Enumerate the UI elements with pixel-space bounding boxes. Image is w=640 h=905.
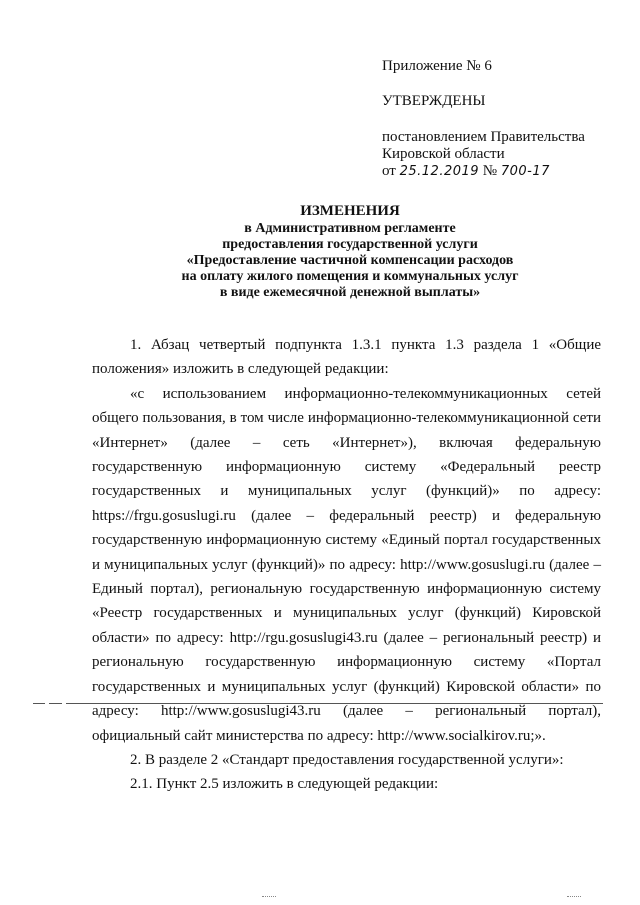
document-title bbox=[100, 203, 600, 301]
approval-stamp bbox=[382, 58, 622, 180]
title-heading: ИЗМЕНЕНИЯ bbox=[300, 203, 400, 219]
handwritten-number: 700-17 bbox=[500, 164, 550, 179]
resolution-line-1: постановлением Правительства bbox=[382, 129, 585, 145]
resolution-date-number bbox=[382, 163, 622, 180]
paragraph-4: 2.1. Пункт 2.5 изложить в следующей редакции: bbox=[130, 776, 439, 793]
document-body bbox=[92, 333, 601, 797]
from-prefix: от bbox=[382, 163, 396, 179]
scan-line-artifact bbox=[33, 703, 603, 704]
number-prefix: № bbox=[482, 163, 498, 179]
title-line-3: «Предоставление частичной компенсации расходов bbox=[186, 253, 514, 268]
paragraph-2: «с использованием информационно-телекоммуникационных сетей общего пользования, в том числе информационно-телекоммуникационной сети «Интернет» (далее – сеть «Интернет»), включая федеральную государственную информационную систему «Федеральный реестр государственных и муниципальных услуг (функций)» по адресу: https://frgu.gosuslugi.ru (далее – федеральный реестр) и федеральную государственную информационную систему «Единый портал государственных и муниципальных услуг (функций)» по адресу: http://www.gosuslugi.ru (далее – Единый портал), региональную государственную информационную систему «Реестр государственных и муниципальных услуг (функций) Кировской области» по адресу: http://rgu.gosuslugi43.ru (далее – региональный реестр) и региональную государственную информационную систему «Портал государственных и муниципальных услуг (функций) Кировской области» по адресу: http://www.gosuslugi43.ru (далее – региональный портал), официальный сайт министерства по адресу: http://www.socialkirov.ru;». bbox=[92, 385, 601, 744]
paragraph-1: 1. Абзац четвертый подпункта 1.3.1 пункта 1.3 раздела 1 «Общие положения» изложить в следующей редакции: bbox=[92, 337, 601, 378]
handwritten-date: 25.12.2019 bbox=[399, 164, 480, 179]
scan-mark bbox=[262, 896, 276, 897]
scan-line-gap bbox=[62, 702, 66, 705]
scan-mark bbox=[567, 896, 581, 897]
title-line-2: предоставления государственной услуги bbox=[222, 237, 478, 252]
title-line-5: в виде ежемесячной денежной выплаты» bbox=[219, 285, 481, 300]
title-line-4: на оплату жилого помещения и коммунальных услуг bbox=[181, 269, 519, 284]
paragraph-3: 2. В разделе 2 «Стандарт предоставления государственной услуги»: bbox=[130, 751, 564, 768]
approved-label: УТВЕРЖДЕНЫ bbox=[382, 93, 486, 109]
resolution-line-2: Кировской области bbox=[382, 146, 505, 162]
appendix-label: Приложение № 6 bbox=[382, 58, 492, 74]
scan-line-gap bbox=[45, 702, 49, 705]
title-line-1: в Административном регламенте bbox=[244, 221, 456, 236]
